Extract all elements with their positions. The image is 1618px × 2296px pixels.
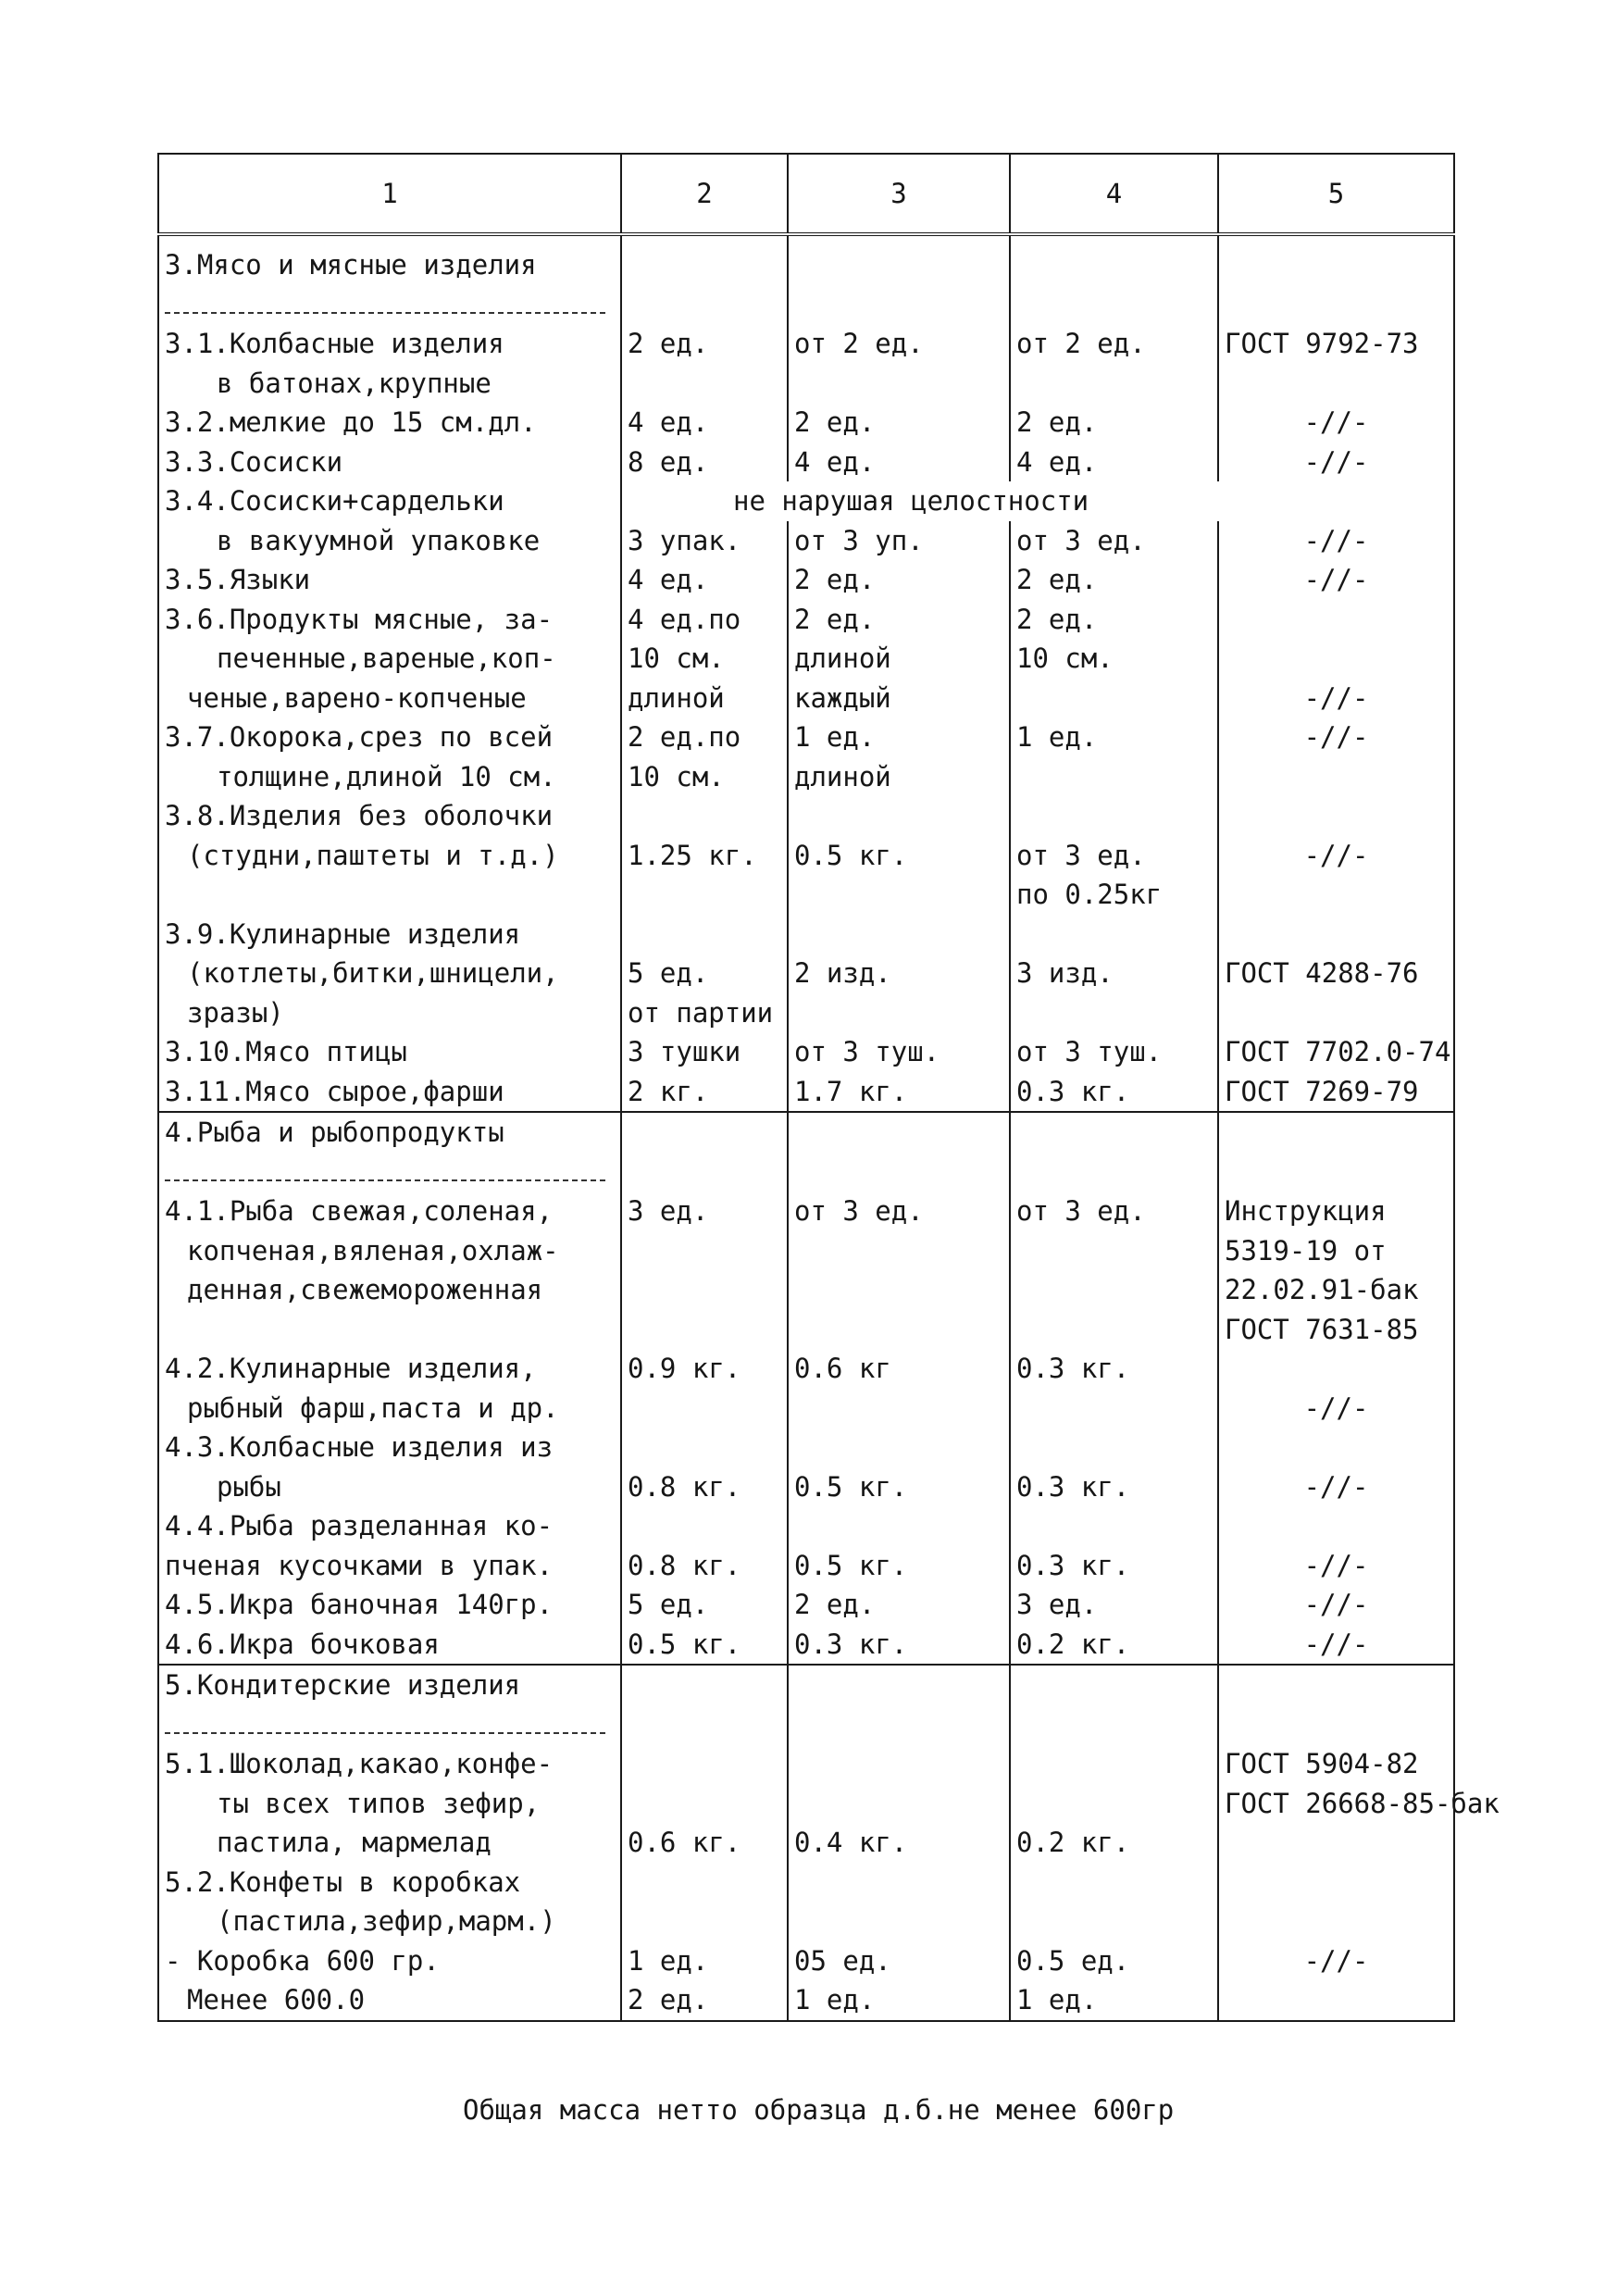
qty-col-2 [621, 1389, 788, 1429]
standard-ref: ГОСТ 9792-73 [1218, 324, 1454, 364]
qty-col-2: 1.25 кг. [621, 836, 788, 876]
qty-col-2 [621, 1506, 788, 1546]
qty-col-4: 0.3 кг. [1010, 1072, 1218, 1113]
qty-col-4: от 3 туш. [1010, 1032, 1218, 1072]
item-name: ченые,варено-копченые [158, 679, 621, 718]
qty-col-3 [788, 1270, 1010, 1310]
item-name: толщине,длиной 10 см. [158, 757, 621, 797]
qty-col-2 [621, 364, 788, 404]
item-name: 4.5.Икра баночная 140гр. [158, 1585, 621, 1625]
standard-ref [1218, 364, 1454, 404]
table-header [158, 154, 1454, 245]
qty-col-2 [621, 1902, 788, 1941]
qty-col-4 [1010, 1902, 1218, 1941]
item-name: 5.2.Конфеты в коробках [158, 1863, 621, 1903]
table-row [158, 1192, 1454, 1231]
item-name [158, 875, 621, 915]
standard-ref: -//- [1218, 443, 1454, 482]
table-row [158, 1349, 1454, 1389]
qty-col-3: от 3 уп. [788, 521, 1010, 561]
standard-ref [1218, 1863, 1454, 1903]
standard-ref [1218, 875, 1454, 915]
qty-col-4: от 3 ед. [1010, 836, 1218, 876]
empty-cell [1010, 1112, 1218, 1153]
qty-col-3 [788, 1506, 1010, 1546]
qty-col-3: 0.5 кг. [788, 836, 1010, 876]
qty-col-2: 10 см. [621, 757, 788, 797]
empty-cell [621, 1665, 788, 1705]
qty-col-2 [621, 1863, 788, 1903]
table-row [158, 1823, 1454, 1863]
standard-ref [1218, 915, 1454, 955]
table-row [158, 954, 1454, 993]
item-name: Менее 600.0 [158, 1980, 621, 2021]
qty-col-2: 8 ед. [621, 443, 788, 482]
standard-ref [1218, 1428, 1454, 1467]
standard-ref [1218, 1980, 1454, 2021]
dashed-rule [165, 293, 605, 314]
qty-col-3 [788, 364, 1010, 404]
item-name: 3.11.Мясо сырое,фарши [158, 1072, 621, 1113]
qty-col-3: каждый [788, 679, 1010, 718]
item-name: ты всех типов зефир, [158, 1784, 621, 1824]
table-row [158, 403, 1454, 443]
qty-col-4: 10 см. [1010, 639, 1218, 679]
standard-ref: -//- [1218, 1546, 1454, 1586]
qty-col-2: 0.8 кг. [621, 1467, 788, 1507]
qty-col-2: 3 ед. [621, 1192, 788, 1231]
qty-col-3 [788, 1428, 1010, 1467]
empty-cell [621, 285, 788, 325]
item-name: 4.1.Рыба свежая,соленая, [158, 1192, 621, 1231]
qty-col-3: 2 ед. [788, 1585, 1010, 1625]
item-name: 3.7.Окорока,срез по всей [158, 718, 621, 757]
qty-col-4: от 3 ед. [1010, 521, 1218, 561]
qty-col-2: 4 ед. [621, 560, 788, 600]
qty-col-3: 0.5 кг. [788, 1467, 1010, 1507]
table-row [158, 1902, 1454, 1941]
dashed-rule [165, 1714, 605, 1734]
qty-col-2: 10 см. [621, 639, 788, 679]
empty-cell [1218, 1153, 1454, 1192]
empty-cell [1218, 245, 1454, 285]
item-name: зразы) [158, 993, 621, 1033]
qty-col-2: 0.9 кг. [621, 1349, 788, 1389]
qty-col-3: 05 ед. [788, 1941, 1010, 1981]
item-name: 4.3.Колбасные изделия из [158, 1428, 621, 1467]
qty-col-3 [788, 1784, 1010, 1824]
empty-cell [1218, 1705, 1454, 1745]
qty-col-2 [621, 1784, 788, 1824]
item-name [158, 1310, 621, 1350]
standard-ref: -//- [1218, 836, 1454, 876]
qty-col-4 [1010, 1784, 1218, 1824]
qty-col-4 [1010, 364, 1218, 404]
standard-ref [1218, 1349, 1454, 1389]
standard-ref: ГОСТ 26668-85-бак [1218, 1784, 1454, 1824]
qty-col-2: 4 ед. [621, 403, 788, 443]
item-name: 3.4.Сосиски+сардельки [158, 481, 621, 521]
table-row [158, 443, 1454, 482]
table-row [158, 1270, 1454, 1310]
table-body [158, 245, 1500, 2021]
table-row [158, 639, 1454, 679]
qty-col-3: от 2 ед. [788, 324, 1010, 364]
section-separator-row [158, 1153, 1454, 1192]
dashed-rule [165, 1161, 605, 1181]
table-row [158, 1506, 1454, 1546]
standard-ref: ГОСТ 4288-76 [1218, 954, 1454, 993]
qty-col-4 [1010, 1744, 1218, 1784]
qty-col-4: 4 ед. [1010, 443, 1218, 482]
qty-col-2: 2 ед. [621, 1980, 788, 2021]
table-row [158, 836, 1454, 876]
qty-col-3 [788, 1744, 1010, 1784]
item-name: пченая кусочками в упак. [158, 1546, 621, 1586]
qty-col-4 [1010, 993, 1218, 1033]
qty-col-3 [788, 1389, 1010, 1429]
empty-cell [1218, 1665, 1454, 1705]
qty-col-2: 0.8 кг. [621, 1546, 788, 1586]
sampling-table [157, 153, 1500, 2022]
table-row [158, 364, 1454, 404]
item-name: копченая,вяленая,охлаж- [158, 1231, 621, 1271]
standard-ref: 5319-19 от [1218, 1231, 1454, 1271]
footer-note: Общая масса нетто образца д.б.не менее 600гр [463, 2094, 1175, 2126]
item-name: 3.9.Кулинарные изделия [158, 915, 621, 955]
empty-cell [1010, 285, 1218, 325]
qty-col-4 [1010, 1231, 1218, 1271]
qty-col-2: 2 кг. [621, 1072, 788, 1113]
standard-ref: -//- [1218, 403, 1454, 443]
item-name: 3.1.Колбасные изделия [158, 324, 621, 364]
item-name: - Коробка 600 гр. [158, 1941, 621, 1981]
standard-ref [1218, 1506, 1454, 1546]
qty-col-4 [1010, 1863, 1218, 1903]
section-separator-row [158, 285, 1454, 325]
standard-ref: ГОСТ 7631-85 [1218, 1310, 1454, 1350]
qty-col-3 [788, 875, 1010, 915]
table-row [158, 481, 1454, 521]
qty-col-3: 1.7 кг. [788, 1072, 1010, 1113]
item-name: 4.2.Кулинарные изделия, [158, 1349, 621, 1389]
qty-col-3 [788, 993, 1010, 1033]
table-row [158, 757, 1454, 797]
table-row [158, 1467, 1454, 1507]
qty-col-3 [788, 1902, 1010, 1941]
item-name: (котлеты,битки,шницели, [158, 954, 621, 993]
item-name: 4.4.Рыба разделанная ко- [158, 1506, 621, 1546]
section-title-underline [158, 1153, 621, 1192]
qty-col-3: длиной [788, 639, 1010, 679]
col-header-2: 2 [621, 154, 788, 234]
table-row [158, 1546, 1454, 1586]
qty-col-2 [621, 915, 788, 955]
qty-col-4 [1010, 1389, 1218, 1429]
qty-col-4: 1 ед. [1010, 1980, 1218, 2021]
table-row [158, 1428, 1454, 1467]
qty-col-4: от 2 ед. [1010, 324, 1218, 364]
item-name: в вакуумной упаковке [158, 521, 621, 561]
section-title: 5.Кондитерские изделия [158, 1665, 621, 1705]
standard-ref: ГОСТ 7269-79 [1218, 1072, 1454, 1113]
empty-cell [621, 1153, 788, 1192]
row-note: не нарушая целостности [621, 481, 1454, 521]
table-row [158, 1625, 1454, 1666]
standard-ref: -//- [1218, 560, 1454, 600]
qty-col-3: 0.3 кг. [788, 1625, 1010, 1666]
item-name: (пастила,зефир,марм.) [158, 1902, 621, 1941]
empty-cell [1010, 1705, 1218, 1745]
qty-col-3: 2 ед. [788, 560, 1010, 600]
section-title-underline [158, 1705, 621, 1745]
item-name: пастила, мармелад [158, 1823, 621, 1863]
qty-col-3: от 3 ед. [788, 1192, 1010, 1231]
item-name: печенные,вареные,коп- [158, 639, 621, 679]
table-row [158, 1585, 1454, 1625]
empty-cell [788, 1153, 1010, 1192]
item-name: 3.2.мелкие до 15 см.дл. [158, 403, 621, 443]
standard-ref: 22.02.91-бак [1218, 1270, 1454, 1310]
table-row [158, 875, 1454, 915]
table-row [158, 1941, 1454, 1981]
standard-ref: -//- [1218, 718, 1454, 757]
qty-col-4: 0.2 кг. [1010, 1625, 1218, 1666]
qty-col-2: 2 ед.по [621, 718, 788, 757]
qty-col-3 [788, 1863, 1010, 1903]
table-row [158, 1389, 1454, 1429]
qty-col-4: 2 ед. [1010, 560, 1218, 600]
item-name: 3.3.Сосиски [158, 443, 621, 482]
table-row [158, 1310, 1454, 1350]
item-name: 3.5.Языки [158, 560, 621, 600]
qty-col-4 [1010, 796, 1218, 836]
item-name: 3.10.Мясо птицы [158, 1032, 621, 1072]
table-row [158, 1863, 1454, 1903]
qty-col-2 [621, 1428, 788, 1467]
qty-col-2: 3 упак. [621, 521, 788, 561]
qty-col-2 [621, 1270, 788, 1310]
qty-col-3: 2 ед. [788, 403, 1010, 443]
qty-col-3: 0.4 кг. [788, 1823, 1010, 1863]
table-row [158, 1032, 1454, 1072]
standard-ref [1218, 993, 1454, 1033]
qty-col-2 [621, 796, 788, 836]
item-name: рыбы [158, 1467, 621, 1507]
qty-col-3: 0.6 кг [788, 1349, 1010, 1389]
qty-col-4: 0.5 ед. [1010, 1941, 1218, 1981]
standard-ref [1218, 796, 1454, 836]
item-name: рыбный фарш,паста и др. [158, 1389, 621, 1429]
empty-cell [1010, 1153, 1218, 1192]
item-name: в батонах,крупные [158, 364, 621, 404]
document-sheet [157, 153, 1500, 2022]
table-row [158, 796, 1454, 836]
section-title: 4.Рыба и рыбопродукты [158, 1112, 621, 1153]
qty-col-4: 1 ед. [1010, 718, 1218, 757]
qty-col-3 [788, 1231, 1010, 1271]
qty-col-2: 5 ед. [621, 954, 788, 993]
qty-col-3: 1 ед. [788, 718, 1010, 757]
empty-cell [1218, 1112, 1454, 1153]
qty-col-3 [788, 915, 1010, 955]
standard-ref [1218, 1823, 1454, 1863]
item-name: 4.6.Икра бочковая [158, 1625, 621, 1666]
table-row [158, 560, 1454, 600]
qty-col-3: 2 изд. [788, 954, 1010, 993]
table-row [158, 324, 1454, 364]
qty-col-2: 3 тушки [621, 1032, 788, 1072]
qty-col-4: по 0.25кг [1010, 875, 1218, 915]
empty-cell [788, 1705, 1010, 1745]
qty-col-2 [621, 1310, 788, 1350]
qty-col-4 [1010, 915, 1218, 955]
qty-col-2 [621, 875, 788, 915]
table-row [158, 993, 1454, 1033]
standard-ref: -//- [1218, 1389, 1454, 1429]
empty-cell [1218, 285, 1454, 325]
table-row [158, 1072, 1454, 1113]
standard-ref: ГОСТ 7702.0-74 [1218, 1032, 1454, 1072]
qty-col-2: 0.6 кг. [621, 1823, 788, 1863]
col-header-1: 1 [158, 154, 621, 234]
section-title-row [158, 1112, 1454, 1153]
standard-ref [1218, 600, 1454, 640]
table-row [158, 679, 1454, 718]
qty-col-4 [1010, 1428, 1218, 1467]
qty-col-3: 1 ед. [788, 1980, 1010, 2021]
empty-cell [788, 1112, 1010, 1153]
standard-ref: -//- [1218, 1625, 1454, 1666]
standard-ref: -//- [1218, 1467, 1454, 1507]
standard-ref [1218, 757, 1454, 797]
empty-cell [621, 1112, 788, 1153]
standard-ref: Инструкция [1218, 1192, 1454, 1231]
qty-col-2: 5 ед. [621, 1585, 788, 1625]
section-title-row [158, 245, 1454, 285]
qty-col-4 [1010, 1310, 1218, 1350]
qty-col-4: 2 ед. [1010, 600, 1218, 640]
table-row [158, 1231, 1454, 1271]
qty-col-4: 0.3 кг. [1010, 1349, 1218, 1389]
item-name: денная,свежемороженная [158, 1270, 621, 1310]
qty-col-2: 4 ед.по [621, 600, 788, 640]
table-row [158, 915, 1454, 955]
qty-col-2: 0.5 кг. [621, 1625, 788, 1666]
standard-ref: ГОСТ 5904-82 [1218, 1744, 1454, 1784]
empty-cell [621, 245, 788, 285]
section-title: 3.Мясо и мясные изделия [158, 245, 621, 285]
standard-ref [1218, 639, 1454, 679]
qty-col-3: от 3 туш. [788, 1032, 1010, 1072]
table-row [158, 521, 1454, 561]
table-row [158, 1980, 1454, 2021]
standard-ref [1218, 1902, 1454, 1941]
qty-col-2 [621, 1231, 788, 1271]
section-separator-row [158, 1705, 1454, 1745]
table-row [158, 718, 1454, 757]
col-header-5: 5 [1218, 154, 1454, 234]
empty-cell [621, 1705, 788, 1745]
qty-col-4 [1010, 757, 1218, 797]
qty-col-2: 2 ед. [621, 324, 788, 364]
qty-col-2 [621, 1744, 788, 1784]
item-name: 3.8.Изделия без оболочки [158, 796, 621, 836]
qty-col-2: 1 ед. [621, 1941, 788, 1981]
qty-col-4: 0.3 кг. [1010, 1467, 1218, 1507]
table-row [158, 1744, 1454, 1784]
qty-col-3: 2 ед. [788, 600, 1010, 640]
empty-cell [788, 285, 1010, 325]
qty-col-2: длиной [621, 679, 788, 718]
qty-col-3 [788, 796, 1010, 836]
table-row [158, 1784, 1454, 1824]
col-header-3: 3 [788, 154, 1010, 234]
qty-col-3: 0.5 кг. [788, 1546, 1010, 1586]
standard-ref: -//- [1218, 1585, 1454, 1625]
qty-col-3: длиной [788, 757, 1010, 797]
item-name: 5.1.Шоколад,какао,конфе- [158, 1744, 621, 1784]
standard-ref: -//- [1218, 521, 1454, 561]
qty-col-4: от 3 ед. [1010, 1192, 1218, 1231]
empty-cell [788, 1665, 1010, 1705]
standard-ref: -//- [1218, 1941, 1454, 1981]
qty-col-4: 0.3 кг. [1010, 1546, 1218, 1586]
empty-cell [1010, 245, 1218, 285]
item-name: (студни,паштеты и т.д.) [158, 836, 621, 876]
qty-col-4 [1010, 1506, 1218, 1546]
standard-ref: -//- [1218, 679, 1454, 718]
qty-col-2: от партии [621, 993, 788, 1033]
qty-col-3 [788, 1310, 1010, 1350]
empty-cell [788, 245, 1010, 285]
item-name: 3.6.Продукты мясные, за- [158, 600, 621, 640]
section-title-underline [158, 285, 621, 325]
qty-col-4 [1010, 1270, 1218, 1310]
qty-col-4: 2 ед. [1010, 403, 1218, 443]
qty-col-3: 4 ед. [788, 443, 1010, 482]
section-title-row [158, 1665, 1454, 1705]
col-header-4: 4 [1010, 154, 1218, 234]
table-row [158, 600, 1454, 640]
qty-col-4: 0.2 кг. [1010, 1823, 1218, 1863]
empty-cell [1010, 1665, 1218, 1705]
qty-col-4: 3 ед. [1010, 1585, 1218, 1625]
qty-col-4: 3 изд. [1010, 954, 1218, 993]
qty-col-4 [1010, 679, 1218, 718]
